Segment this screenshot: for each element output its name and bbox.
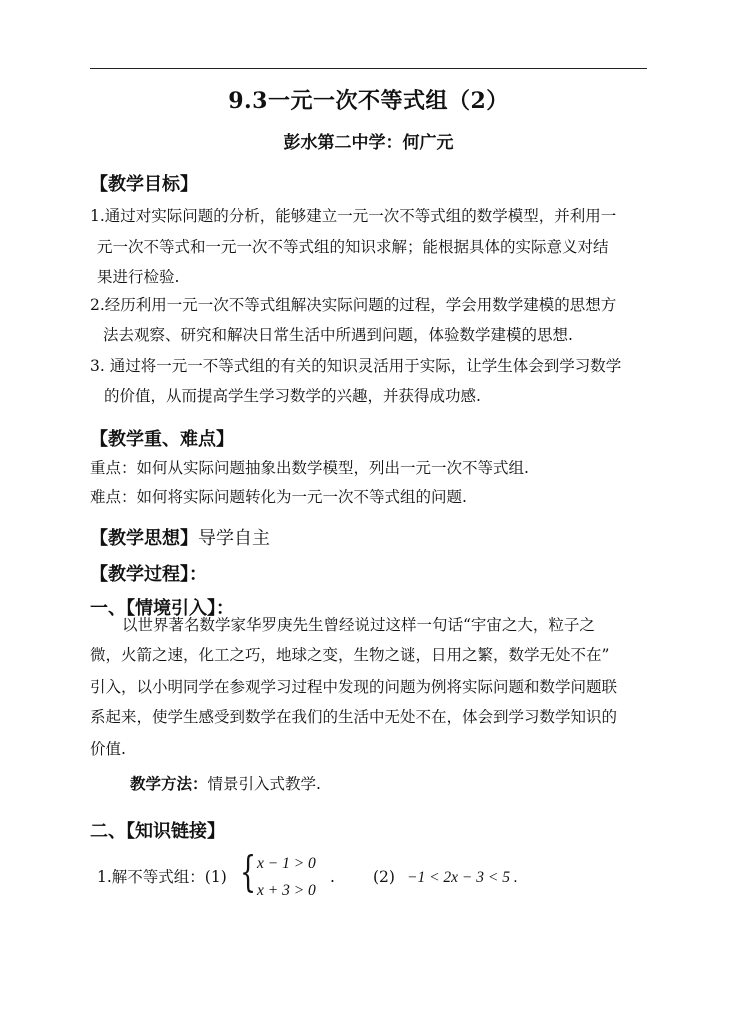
teaching-method: [130, 776, 321, 793]
teaching-method-value: 情景引入式教学.: [207, 775, 321, 793]
process-heading: 【教学过程】：: [90, 564, 207, 585]
objectives-heading: 【教学目标】: [90, 174, 198, 195]
section1-line-3: 引入，以小明同学在参观学习过程中发现的问题为例将实际问题和数学问题联: [90, 678, 618, 696]
author-line: 彭水第二中学：何广元: [283, 133, 454, 153]
objective-2-line-1: 2.经历利用一元一次不等式组解决实际问题的过程，学会用数学建模的思想方: [90, 296, 617, 314]
teaching-method-label: 教学方法：: [130, 774, 208, 793]
section1-line-1: 以世界著名数学家华罗庚先生曾经说过这样一句话“宇宙之大，粒子之: [122, 616, 595, 634]
thought-heading: 【教学思想】: [90, 528, 198, 549]
inequality-2: x + 3 > 0: [257, 882, 316, 899]
inequality-1: x − 1 > 0: [257, 855, 316, 872]
inequality-end: .: [330, 868, 335, 886]
system-brace: {: [240, 847, 257, 896]
key-point: 重点：如何从实际问题抽象出数学模型，列出一元一次不等式组.: [90, 459, 529, 477]
page-title: 9.3一元一次不等式组（2）: [228, 88, 509, 114]
objective-3-line-2: 的价值，从而提高学生学习数学的兴趣，并获得成功感.: [104, 387, 481, 405]
thought-value: 导学自主: [198, 528, 270, 549]
header-rule: [90, 68, 647, 69]
objective-1-line-2: 元一次不等式和一元一次不等式组的知识求解；能根据具体的实际意义对结: [97, 238, 609, 256]
exercise-label: 1.解不等式组：(1): [97, 868, 227, 886]
objective-2-line-2: 法去观察、研究和解决日常生活中所遇到问题，体验数学建模的思想.: [103, 326, 573, 344]
objective-3-line-1: 3. 通过将一元一不等式组的有关的知识灵活用于实际，让学生体会到学习数学: [90, 357, 622, 375]
section1-line-2: 微，火箭之速，化工之巧，地球之变，生物之谜，日用之繁，数学无处不在”: [90, 646, 610, 664]
section1-line-4: 系起来，使学生感受到数学在我们的生活中无处不在，体会到学习数学知识的: [90, 708, 618, 726]
thought-line: [90, 524, 270, 550]
part2-label: (2): [373, 868, 395, 886]
section2-heading: 二、【知识链接】: [90, 821, 225, 842]
section1-line-5: 价值.: [90, 740, 126, 758]
objective-1-line-3: 果进行检验.: [97, 268, 180, 286]
objective-1-line-1: 1.通过对实际问题的分析，能够建立一元一次不等式组的数学模型，并利用一: [90, 207, 617, 225]
part2-expression: −1 < 2x − 3 < 5 .: [407, 869, 518, 886]
key-points-heading: 【教学重、难点】: [90, 429, 234, 450]
section1-heading: 一、【情境引入】：: [90, 598, 234, 619]
difficult-point: 难点：如何将实际问题转化为一元一次不等式组的问题.: [90, 488, 467, 506]
